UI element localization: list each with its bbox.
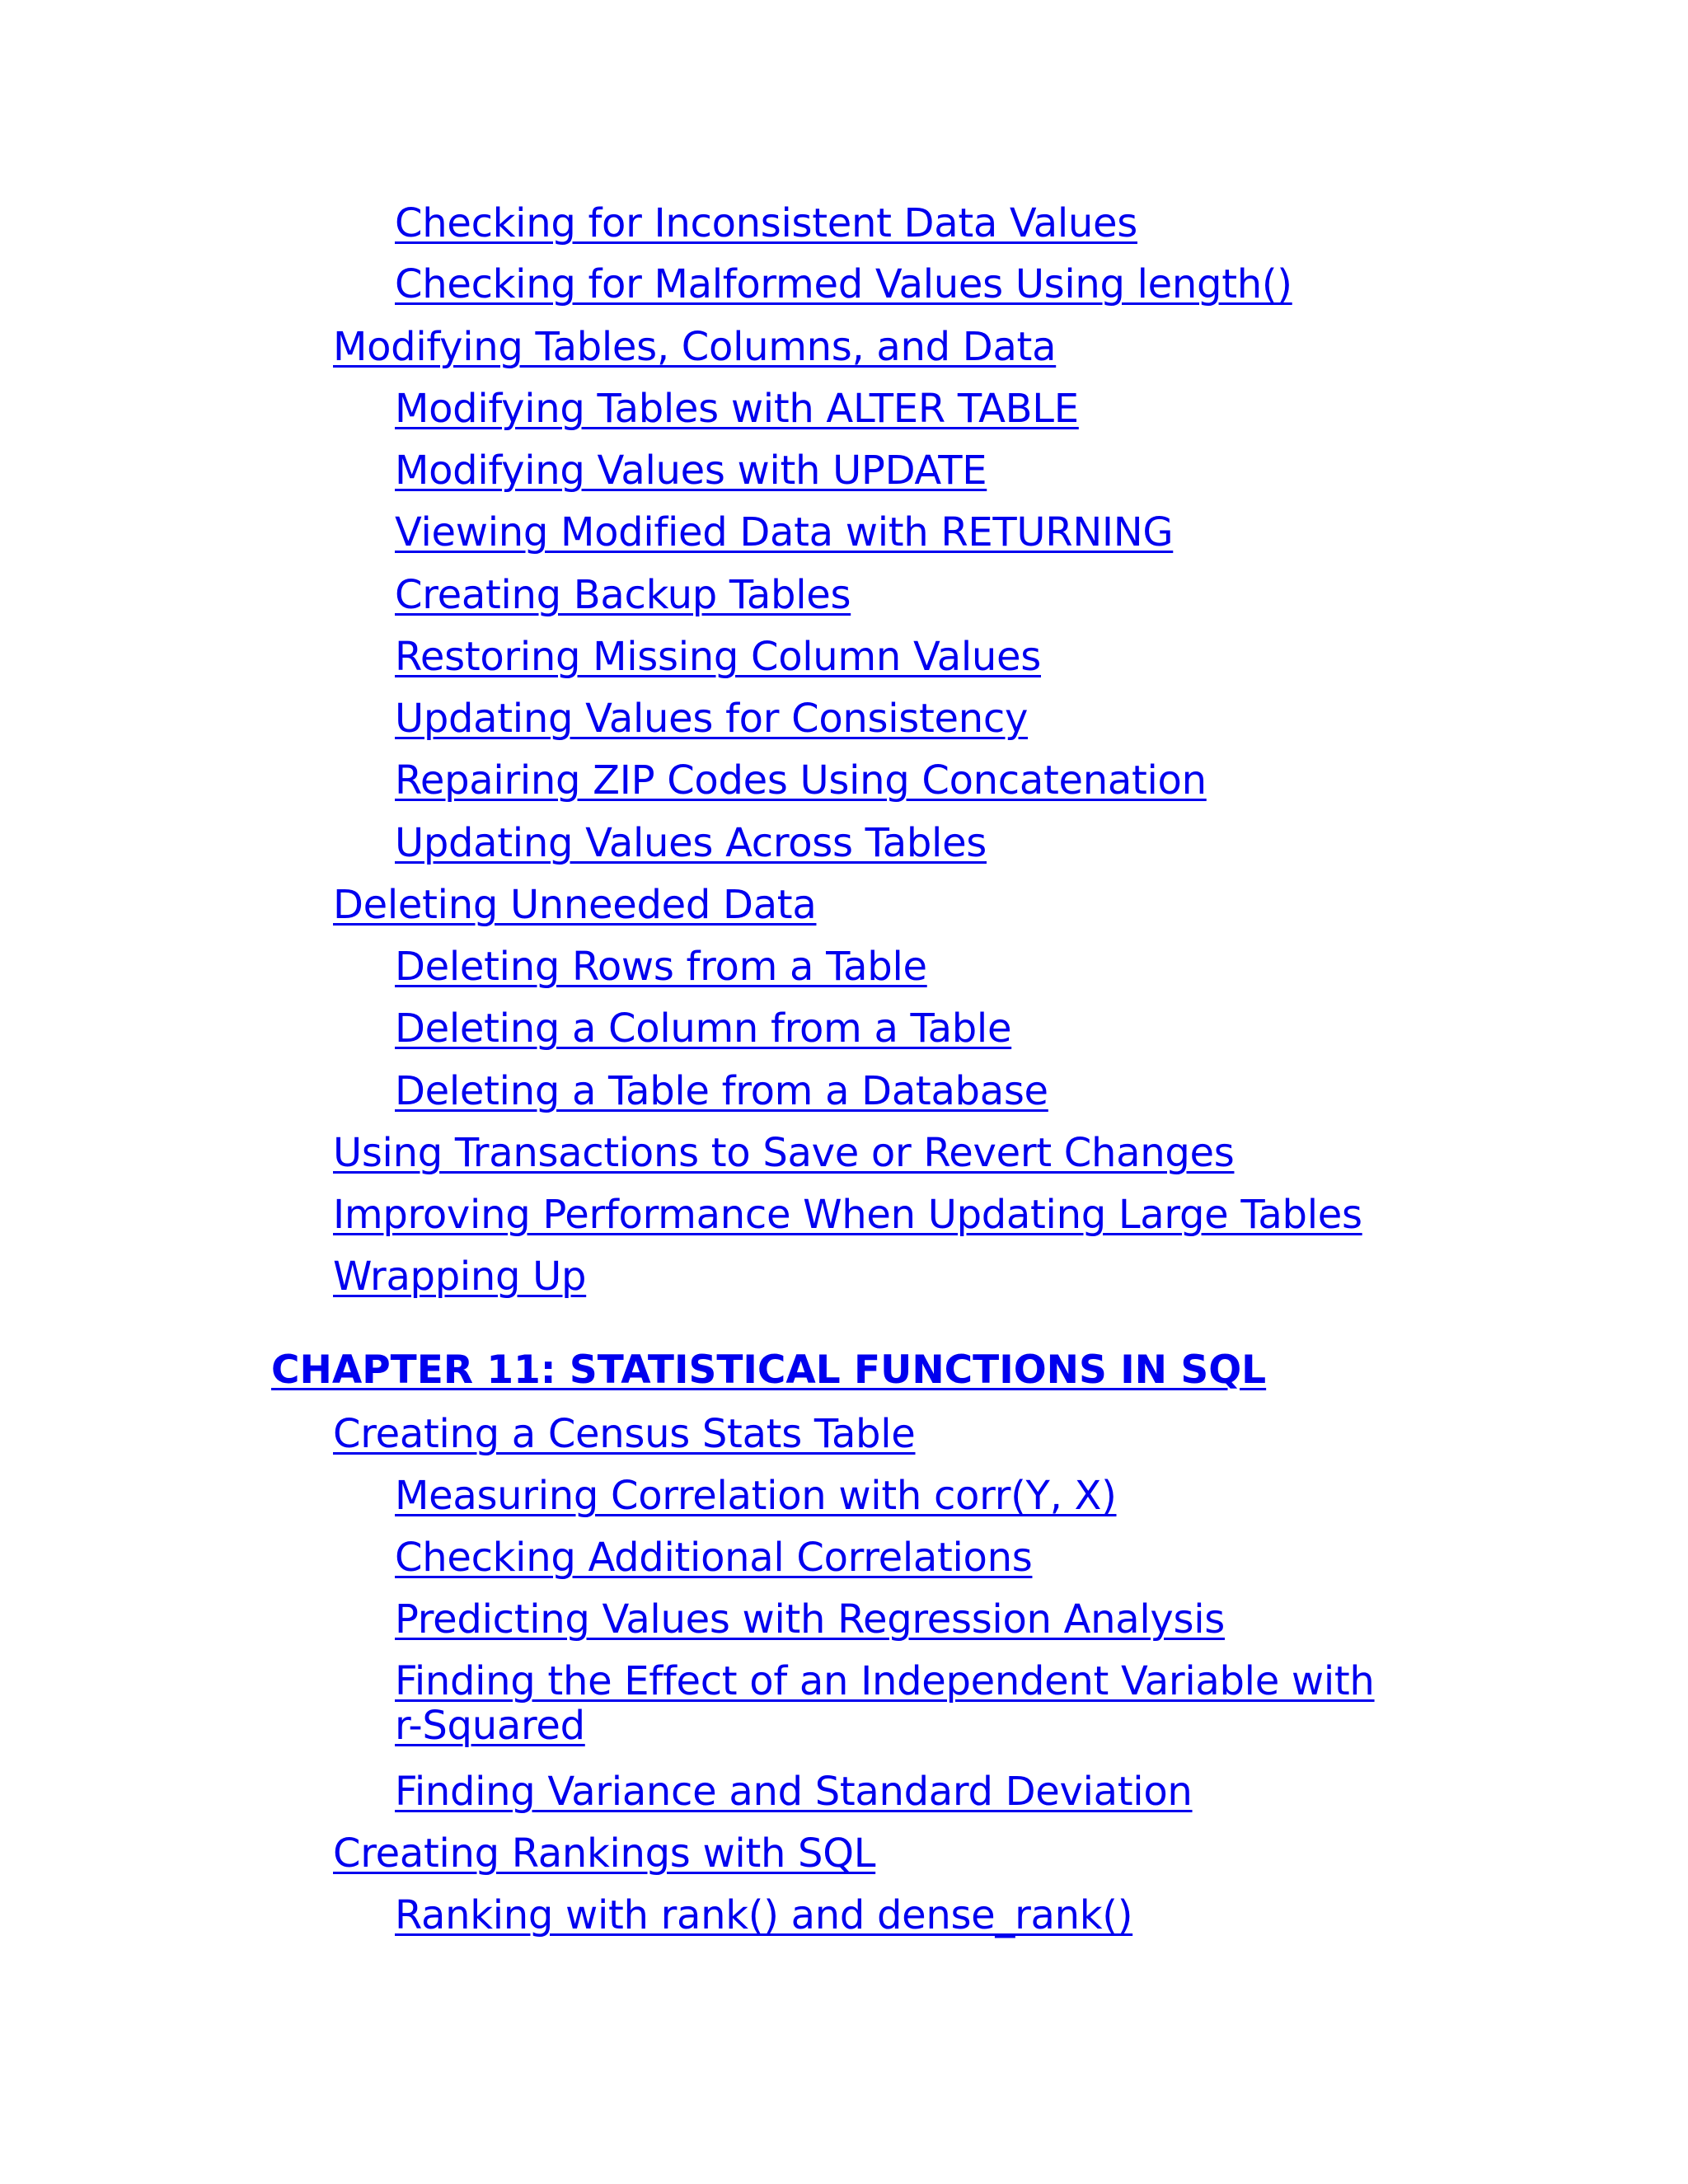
toc-link-viewing-modified-data-returning[interactable]: Viewing Modified Data with RETURNING bbox=[395, 509, 1174, 555]
toc-link-predicting-values-regression[interactable]: Predicting Values with Regression Analysis bbox=[395, 1596, 1225, 1643]
toc-link-finding-effect-r-squared[interactable]: Finding the Effect of an Independent Variable with r-Squared bbox=[395, 1658, 1375, 1749]
toc-link-deleting-column-from-table[interactable]: Deleting a Column from a Table bbox=[395, 1005, 1012, 1052]
toc-link-finding-variance-std-deviation[interactable]: Finding Variance and Standard Deviation bbox=[395, 1769, 1193, 1815]
toc-link-checking-malformed-values-length[interactable]: Checking for Malformed Values Using length() bbox=[395, 261, 1292, 307]
toc-link-deleting-table-from-database[interactable]: Deleting a Table from a Database bbox=[395, 1068, 1048, 1114]
toc-link-updating-values-consistency[interactable]: Updating Values for Consistency bbox=[395, 696, 1029, 742]
toc-link-creating-backup-tables[interactable]: Creating Backup Tables bbox=[395, 572, 851, 618]
toc-link-ranking-rank-dense-rank[interactable]: Ranking with rank() and dense_rank() bbox=[395, 1892, 1133, 1938]
toc-link-restoring-missing-column-values[interactable]: Restoring Missing Column Values bbox=[395, 634, 1041, 680]
toc-link-checking-additional-correlations[interactable]: Checking Additional Correlations bbox=[395, 1535, 1033, 1581]
toc-link-modifying-tables-alter-table[interactable]: Modifying Tables with ALTER TABLE bbox=[395, 386, 1079, 432]
toc-link-modifying-values-update[interactable]: Modifying Values with UPDATE bbox=[395, 448, 987, 494]
toc-link-deleting-rows-from-table[interactable]: Deleting Rows from a Table bbox=[395, 944, 927, 990]
toc-link-using-transactions[interactable]: Using Transactions to Save or Revert Changes bbox=[333, 1130, 1235, 1176]
toc-link-chapter-11-statistical-functions[interactable]: CHAPTER 11: STATISTICAL FUNCTIONS IN SQL bbox=[271, 1347, 1267, 1393]
toc-link-updating-values-across-tables[interactable]: Updating Values Across Tables bbox=[395, 820, 987, 866]
toc-link-improving-performance-large-tables[interactable]: Improving Performance When Updating Large Tables bbox=[333, 1192, 1362, 1238]
toc-link-creating-rankings-sql[interactable]: Creating Rankings with SQL bbox=[333, 1830, 876, 1877]
toc-link-measuring-correlation-corr[interactable]: Measuring Correlation with corr(Y, X) bbox=[395, 1473, 1117, 1519]
toc-link-checking-inconsistent-data-values[interactable]: Checking for Inconsistent Data Values bbox=[395, 200, 1137, 246]
toc-link-wrapping-up[interactable]: Wrapping Up bbox=[333, 1254, 587, 1300]
toc-link-repairing-zip-codes[interactable]: Repairing ZIP Codes Using Concatenation bbox=[395, 757, 1207, 804]
toc-link-deleting-unneeded-data[interactable]: Deleting Unneeded Data bbox=[333, 882, 817, 928]
toc-link-modifying-tables-columns-data[interactable]: Modifying Tables, Columns, and Data bbox=[333, 324, 1057, 370]
toc-link-creating-census-stats-table[interactable]: Creating a Census Stats Table bbox=[333, 1411, 916, 1457]
